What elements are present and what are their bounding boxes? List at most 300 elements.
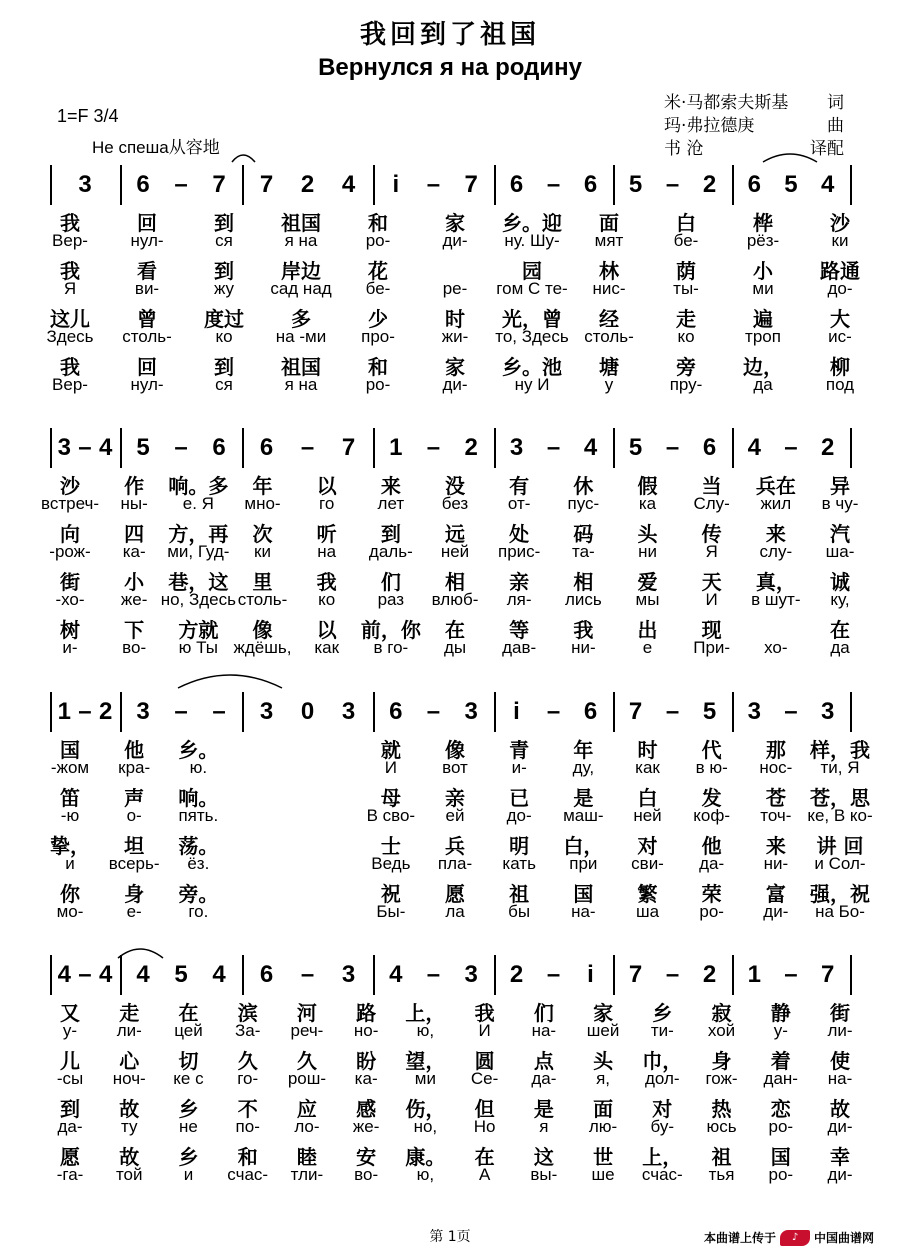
note: 5	[174, 961, 188, 988]
credit-composer	[664, 115, 844, 138]
lyric-syllable: 河	[296, 1001, 317, 1025]
lyric-syllable: И	[478, 1021, 491, 1040]
barline	[494, 165, 496, 205]
lyric-syllable: ю.	[189, 758, 208, 777]
lyric-syllable: 家	[445, 355, 465, 379]
lyric-syllable: нул-	[130, 231, 164, 250]
lyric-syllable: -жом	[50, 758, 90, 777]
barline	[50, 165, 52, 205]
lyric-syllable: жу	[213, 279, 235, 298]
lyric-syllable: счас-	[641, 1165, 683, 1184]
lyric-syllable: мо-	[56, 902, 84, 921]
lyric-syllable: 你	[60, 882, 80, 906]
lyric-syllable: В сво-	[366, 806, 416, 825]
lyric-syllable: столь-	[584, 327, 634, 346]
lyric-line-russian	[50, 1117, 855, 1141]
note: 2	[702, 171, 717, 198]
lyric-syllable: ноч-	[112, 1069, 146, 1088]
lyric-syllable: да-	[531, 1069, 557, 1088]
dash: –	[546, 698, 561, 725]
lyric-syllable: е-	[126, 902, 142, 921]
lyric-syllable: ла	[445, 902, 465, 921]
lyric-syllable: 寂	[711, 1001, 732, 1025]
lyric-syllable: 国	[60, 738, 80, 762]
lyric-syllable: 像	[252, 618, 273, 642]
lyric-syllable: как	[635, 758, 660, 777]
lyric-syllable: 世	[593, 1145, 614, 1169]
lyric-syllable: ша-	[825, 542, 855, 561]
lyric-syllable: 走	[119, 1001, 140, 1025]
lyric-syllable: 荡。	[178, 834, 219, 858]
dash: –	[784, 961, 798, 988]
credit-role: 译配	[810, 139, 844, 159]
lyric-syllable: е	[642, 638, 653, 657]
lyric-syllable: сви-	[631, 854, 664, 873]
lyric-syllable: 到	[214, 355, 234, 379]
lyric-line-chinese	[50, 303, 855, 331]
lyric-syllable: 休	[573, 474, 594, 498]
dash: –	[665, 434, 680, 461]
lyric-syllable: За-	[235, 1021, 261, 1040]
lyric-syllable: столь-	[122, 327, 172, 346]
note: 4	[98, 961, 113, 988]
lyric-line-russian	[50, 1165, 855, 1189]
lyric-line-chinese	[50, 614, 855, 642]
lyric-syllable: 心	[119, 1049, 140, 1073]
barline	[242, 165, 244, 205]
measure	[617, 955, 728, 995]
source-label: 本曲谱上传于	[704, 1231, 777, 1245]
lyric-syllable: 对	[637, 834, 658, 858]
lyric-syllable: не	[179, 1117, 198, 1136]
lyric-syllable: 对	[652, 1097, 673, 1121]
barline	[50, 955, 52, 995]
lyric-syllable: 没	[445, 474, 465, 498]
barline	[850, 692, 852, 732]
barline	[120, 165, 122, 205]
lyric-syllable: Но	[473, 1117, 496, 1136]
barline	[50, 428, 52, 468]
lyric-syllable: коф-	[693, 806, 731, 825]
lyric-line-russian	[46, 327, 855, 351]
note: 6	[259, 961, 274, 988]
lyric-syllable: ро-	[768, 1117, 794, 1136]
lyric-syllable: 强，祝	[810, 882, 870, 906]
lyric-line-chinese	[50, 351, 855, 379]
credit-role: 词	[827, 93, 844, 113]
notation-row	[50, 165, 855, 205]
lyric-syllable: ви-	[134, 279, 160, 298]
dash: –	[546, 961, 561, 988]
lyric-line-chinese	[50, 255, 860, 283]
lyric-syllable: 们	[533, 1001, 554, 1025]
lyric-syllable: ю,	[416, 1021, 435, 1040]
barline	[850, 165, 852, 205]
measure	[246, 428, 369, 468]
lyric-syllable: 儿	[60, 1049, 80, 1073]
lyric-syllable: 假	[637, 474, 658, 498]
measure	[736, 428, 846, 468]
lyric-line-russian	[50, 902, 865, 926]
lyric-syllable: 乡	[178, 1097, 199, 1121]
credit-name: 书 沧	[664, 139, 704, 159]
measure	[736, 955, 846, 995]
lyric-syllable: Ведь	[371, 854, 411, 873]
measure	[124, 955, 238, 995]
note: 3	[341, 961, 356, 988]
lyric-syllable: 来	[380, 474, 401, 498]
lyric-syllable: я	[539, 1117, 549, 1136]
lyric-syllable: у	[604, 375, 614, 394]
lyric-syllable: 远	[445, 522, 465, 546]
note: 3	[341, 698, 356, 725]
key-signature	[57, 106, 119, 127]
lyric-syllable: 方，再	[168, 522, 229, 546]
lyric-syllable: ёз.	[187, 854, 210, 873]
measure	[54, 165, 116, 205]
lyric-syllable: же-	[120, 590, 148, 609]
lyric-syllable: ки	[254, 542, 271, 561]
lyric-syllable: да	[830, 638, 850, 657]
barline	[494, 692, 496, 732]
lyric-line-russian	[50, 542, 855, 566]
tie-arc	[178, 675, 282, 688]
lyric-syllable: 挚，	[50, 834, 90, 858]
lyric-syllable: 街	[830, 1001, 850, 1025]
measure	[617, 428, 728, 468]
lyric-line-chinese	[50, 1141, 855, 1169]
lyric-syllable: 大	[830, 307, 850, 331]
lyric-syllable: 我	[60, 259, 80, 283]
lyric-syllable: ну И	[514, 375, 550, 394]
lyric-syllable: 巾，	[642, 1049, 683, 1073]
lyric-syllable: по-	[235, 1117, 260, 1136]
note: 6	[259, 434, 274, 461]
lyric-syllable: ю Ты	[178, 638, 218, 657]
note: 3	[57, 434, 71, 461]
score-system	[50, 955, 855, 1184]
lyric-syllable: 家	[445, 211, 465, 235]
lyric-syllable: ка-	[354, 1069, 378, 1088]
lyric-syllable: 在	[474, 1145, 495, 1169]
lyric-syllable: 走	[676, 307, 696, 331]
lyric-syllable: 代	[701, 738, 722, 762]
lyric-syllable: о-	[126, 806, 142, 825]
measure	[498, 692, 609, 732]
note: 6	[747, 171, 761, 198]
score-system	[46, 165, 860, 394]
measure	[246, 692, 369, 732]
lyric-syllable: 和	[237, 1145, 258, 1169]
lyric-syllable: 听	[316, 522, 337, 546]
lyric-syllable: ся	[215, 375, 233, 394]
lyric-line-chinese	[50, 997, 855, 1025]
lyric-syllable: -рож-	[49, 542, 91, 561]
note: 2	[464, 434, 478, 461]
note: 5	[702, 698, 717, 725]
lyric-syllable: 久	[296, 1049, 317, 1073]
lyric-syllable: 方就	[178, 618, 219, 642]
lyric-syllable: 少	[368, 307, 388, 331]
lyric-syllable: 传	[701, 522, 722, 546]
lyric-syllable: Я	[63, 279, 77, 298]
lyric-syllable: на-	[827, 1069, 853, 1088]
lyric-syllable: 来	[765, 834, 786, 858]
lyric-syllable: 祝	[380, 882, 401, 906]
lyric-syllable: жил	[760, 494, 792, 513]
lyric-syllable: у-	[62, 1021, 78, 1040]
lyric-syllable: ли-	[116, 1021, 142, 1040]
lyric-syllable: 白	[676, 211, 696, 235]
lyric-syllable: 爱	[637, 570, 658, 594]
lyric-syllable: мят	[594, 231, 624, 250]
lyric-syllable: 巷，这	[168, 570, 229, 594]
lyric-syllable: и	[65, 854, 75, 873]
lyric-syllable: 遍	[753, 307, 773, 331]
lyric-syllable: ти-	[650, 1021, 674, 1040]
lyric-syllable: 沙	[830, 211, 850, 235]
lyric-syllable: но, Здесь	[160, 590, 236, 609]
lyric-syllable: без	[441, 494, 469, 513]
lyric-syllable: и	[183, 1165, 194, 1184]
lyric-syllable: 前，你	[360, 618, 421, 642]
barline	[373, 428, 375, 468]
note: 7	[820, 961, 835, 988]
note: 3	[259, 698, 274, 725]
lyric-syllable: до-	[506, 806, 532, 825]
lyric-syllable: 士	[380, 834, 401, 858]
dash: –	[665, 171, 680, 198]
dash: –	[426, 171, 441, 198]
lyric-syllable: го.	[188, 902, 209, 921]
lyric-syllable: 现	[701, 618, 722, 642]
lyric-syllable: 安	[356, 1145, 377, 1169]
lyric-syllable: 作	[124, 474, 145, 498]
note: 3	[464, 961, 478, 988]
lyric-syllable: 祖国	[281, 355, 321, 379]
lyric-syllable: 度过	[204, 307, 244, 331]
lyric-syllable: сад над	[270, 279, 332, 298]
lyric-syllable: лись	[564, 590, 602, 609]
lyric-syllable: 诚	[830, 570, 850, 594]
measure	[617, 165, 728, 205]
barline	[732, 165, 734, 205]
lyric-syllable: на -ми	[275, 327, 327, 346]
lyric-syllable: 来	[765, 522, 786, 546]
lyric-syllable: 圆	[474, 1049, 495, 1073]
lyric-syllable: нос-	[759, 758, 793, 777]
credit-translator	[664, 138, 844, 161]
barline	[850, 428, 852, 468]
barline	[613, 165, 615, 205]
lyric-syllable: 头	[593, 1049, 614, 1073]
lyric-syllable: 和	[368, 211, 388, 235]
lyric-syllable: ис-	[828, 327, 852, 346]
lyric-syllable: 柳	[830, 355, 850, 379]
lyric-syllable: 幸	[830, 1145, 850, 1169]
lyric-syllable: точ-	[760, 806, 792, 825]
lyric-syllable: 讲 回	[816, 834, 864, 858]
lyric-line-russian	[50, 375, 855, 399]
lyric-syllable: 发	[701, 786, 722, 810]
note: 2	[300, 171, 315, 198]
lyric-syllable: 我	[474, 1001, 495, 1025]
measure	[736, 692, 846, 732]
lyric-line-russian	[50, 1021, 855, 1045]
lyric-syllable: цей	[174, 1021, 203, 1040]
score-system	[41, 428, 859, 657]
lyric-syllable: я,	[596, 1069, 611, 1088]
lyric-syllable: 久	[237, 1049, 258, 1073]
lyric-syllable: ко	[677, 327, 695, 346]
barline	[494, 955, 496, 995]
lyric-syllable: ро-	[699, 902, 724, 921]
measure	[124, 428, 238, 468]
lyric-syllable: Здесь	[46, 327, 94, 346]
note: 7	[259, 171, 274, 198]
lyric-syllable: ро-	[365, 375, 391, 394]
note: 1	[57, 698, 71, 725]
lyric-line-russian	[50, 1069, 855, 1093]
lyric-syllable: 多	[291, 307, 311, 331]
lyric-syllable: ре-	[442, 279, 468, 298]
key-label: 1=F	[57, 106, 89, 126]
lyric-syllable: 光，曾	[502, 307, 562, 331]
lyric-syllable: 点	[533, 1049, 554, 1073]
lyric-syllable: до-	[827, 279, 853, 298]
lyric-syllable: 应	[296, 1097, 317, 1121]
lyric-syllable: раз	[377, 590, 405, 609]
lyric-syllable: Вер-	[52, 231, 88, 250]
lyric-syllable: ля-	[506, 590, 532, 609]
dash: –	[212, 698, 226, 725]
lyric-syllable: 边，	[743, 355, 783, 379]
lyric-line-chinese	[50, 566, 855, 594]
dash: –	[174, 434, 188, 461]
lyric-syllable: даль-	[368, 542, 413, 561]
lyric-syllable: как	[314, 638, 340, 657]
lyric-syllable: 声	[124, 786, 145, 810]
note: 7	[628, 961, 643, 988]
lyric-syllable: ко	[215, 327, 233, 346]
lyric-syllable: слу-	[759, 542, 793, 561]
lyric-syllable: 国	[770, 1145, 791, 1169]
lyric-syllable: та-	[571, 542, 595, 561]
lyric-syllable: 他	[701, 834, 722, 858]
lyric-syllable: дол-	[645, 1069, 680, 1088]
note: 6	[583, 698, 598, 725]
lyric-syllable: хой	[707, 1021, 736, 1040]
lyric-syllable: 四	[124, 522, 145, 546]
note: 4	[583, 434, 598, 461]
lyric-line-chinese	[50, 734, 870, 762]
lyric-syllable: ты-	[673, 279, 699, 298]
lyric-syllable: 年	[252, 474, 273, 498]
time-signature: 3/4	[93, 106, 119, 126]
lyric-syllable: 富	[765, 882, 786, 906]
lyric-syllable: шей	[586, 1021, 620, 1040]
lyric-syllable: 相	[573, 570, 594, 594]
lyric-syllable: гом С те-	[496, 279, 568, 298]
lyric-syllable: 林	[599, 259, 619, 283]
lyric-syllable: 乡	[652, 1001, 673, 1025]
lyric-syllable: 切	[178, 1049, 199, 1073]
lyric-syllable: 下	[124, 618, 145, 642]
lyric-line-russian	[50, 638, 855, 662]
lyric-syllable: же-	[352, 1117, 380, 1136]
note: 6	[136, 171, 150, 198]
lyric-syllable: 经	[599, 307, 619, 331]
lyric-syllable: счас-	[227, 1165, 269, 1184]
lyric-syllable: мы	[635, 590, 660, 609]
lyric-syllable: но,	[413, 1117, 438, 1136]
lyric-syllable: дав-	[502, 638, 537, 657]
credit-lyricist	[664, 92, 844, 115]
dash: –	[78, 961, 92, 988]
lyric-syllable: 在	[830, 618, 850, 642]
lyric-syllable: у-	[773, 1021, 788, 1040]
note: 4	[98, 434, 113, 461]
note: 4	[820, 171, 835, 198]
lyric-syllable: да	[753, 375, 773, 394]
lyric-syllable: 故	[830, 1097, 850, 1121]
qupu-logo-icon: ♪	[780, 1230, 810, 1246]
lyric-syllable: 我	[60, 355, 80, 379]
barline	[50, 692, 52, 732]
lyric-syllable: на	[317, 542, 337, 561]
note: 5	[628, 434, 643, 461]
lyric-syllable: 有	[509, 474, 530, 498]
lyric-syllable: 处	[509, 522, 530, 546]
lyric-syllable: И	[384, 758, 397, 777]
song-title-chinese: 我回到了祖国	[359, 20, 540, 50]
note: 6	[509, 171, 524, 198]
barline	[613, 692, 615, 732]
lyric-syllable: нис-	[592, 279, 626, 298]
lyric-syllable: 以	[316, 618, 337, 642]
barline	[732, 428, 734, 468]
lyric-syllable: ды	[443, 638, 467, 657]
lyric-syllable: 亲	[509, 570, 530, 594]
measure	[377, 428, 490, 468]
lyric-syllable: мно-	[244, 494, 281, 513]
lyric-syllable: юсь	[706, 1117, 737, 1136]
lyric-syllable: столь-	[237, 590, 288, 609]
barline	[373, 165, 375, 205]
note: 1	[389, 434, 403, 461]
lyric-syllable: 到	[380, 522, 401, 546]
lyric-syllable: реч-	[290, 1021, 324, 1040]
source-credit	[704, 1229, 874, 1246]
measure	[377, 692, 490, 732]
lyric-line-chinese	[50, 782, 870, 810]
note: i	[587, 961, 594, 988]
credit-name: 米·马都索夫斯基	[664, 93, 789, 113]
lyric-syllable: ке с	[173, 1069, 204, 1088]
lyric-syllable: 国	[573, 882, 594, 906]
lyric-syllable: ка-	[122, 542, 146, 561]
notation-row	[50, 692, 855, 732]
lyric-syllable: бу-	[650, 1117, 675, 1136]
lyric-syllable: той	[115, 1165, 143, 1184]
lyric-syllable: бы	[508, 902, 531, 921]
barline	[373, 955, 375, 995]
lyric-line-chinese	[50, 518, 855, 546]
lyric-syllable: 他	[124, 738, 145, 762]
lyric-syllable: на-	[531, 1021, 557, 1040]
lyric-syllable: 祖	[711, 1145, 732, 1169]
lyric-syllable: Вер-	[52, 375, 88, 394]
